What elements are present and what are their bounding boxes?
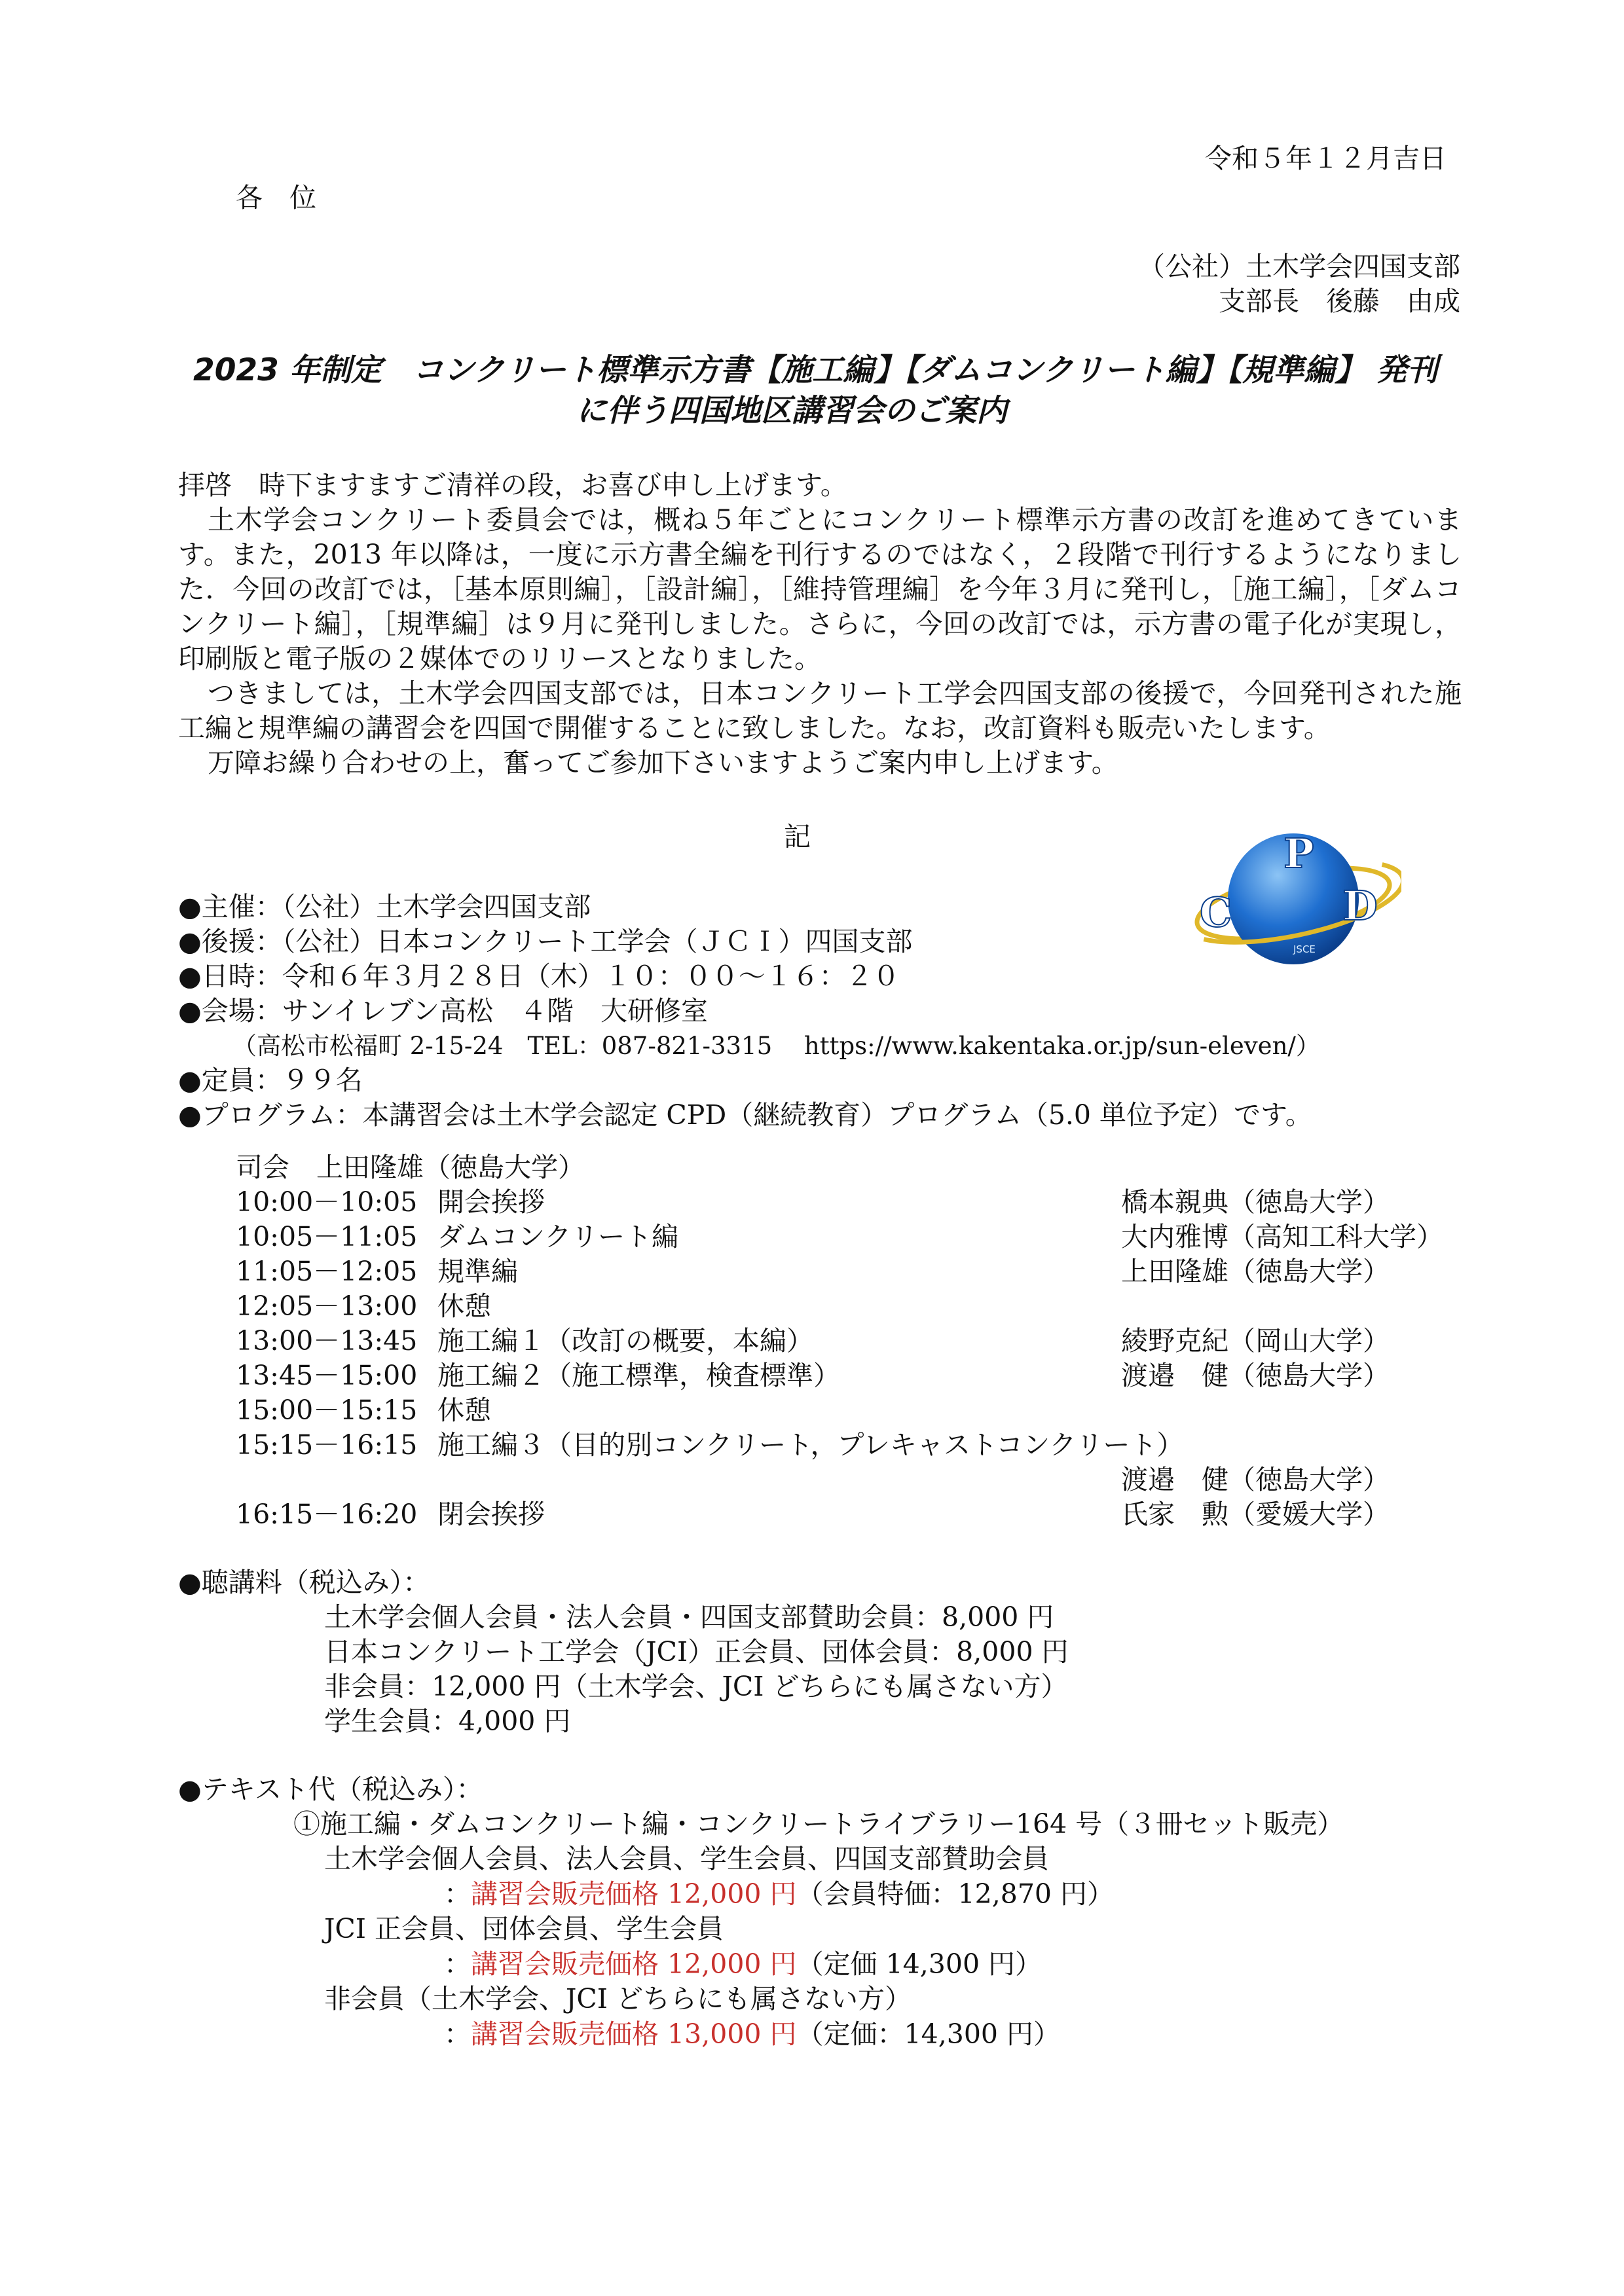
schedule-speaker: 橋本親典（徳島大学） [1121, 1186, 1390, 1218]
datetime: ●日時：令和６年３月２８日（木）１０：００～１６：２０ [178, 960, 900, 992]
program: ●プログラム：本講習会は土木学会認定 CPD（継続教育）プログラム（5.0 単位予定）です。 [178, 1099, 1312, 1131]
fees-heading: ●聴講料（税込み）： [178, 1567, 430, 1598]
schedule-time: 11:05－12:05 [236, 1256, 418, 1287]
sale-price: 講習会販売価格 12,000 円 [471, 1878, 797, 1910]
schedule-topic: ダムコンクリート編 [437, 1221, 679, 1252]
text-price-group: 土木学会個人会員、法人会員、学生会員、四国支部賛助会員 [324, 1843, 1049, 1874]
schedule-time: 16:15－16:20 [236, 1499, 418, 1530]
logo-letter-c: C [1200, 888, 1232, 936]
schedule-topic: 規準編 [437, 1256, 518, 1287]
schedule-topic: 施工編２（施工標準，検査標準） [437, 1360, 840, 1391]
logo-letter-d: D [1342, 882, 1378, 930]
fee-item: 日本コンクリート工学会（JCI）正会員、団体会員：8,000 円 [324, 1636, 1069, 1667]
supporter: ●後援：（公社）日本コンクリート工学会（ＪＣＩ）四国支部 [178, 926, 913, 957]
sender-person: 支部長 後藤 由成 [1219, 285, 1460, 317]
schedule-topic: 休憩 [437, 1290, 491, 1322]
schedule-time: 15:15－16:15 [236, 1429, 418, 1461]
schedule-speaker: 綾野克紀（岡山大学） [1121, 1325, 1390, 1357]
schedule-time: 13:45－15:00 [236, 1360, 418, 1391]
fee-item: 土木学会個人会員・法人会員・四国支部賛助会員：8,000 円 [324, 1601, 1054, 1633]
text-set-description: ①施工編・ダムコンクリート編・コンクリートライブラリー164 号（３冊セット販売） [293, 1808, 1344, 1840]
text-price-line: ：講習会販売価格 12,000 円（会員特価：12,870 円） [444, 1878, 1115, 1910]
capacity: ●定員：９９名 [178, 1065, 363, 1096]
title-line-2: に伴う四国地区講習会のご案内 [576, 393, 1007, 429]
cpd-logo [1185, 822, 1401, 972]
schedule-speaker: 渡邉 健（徳島大学） [1121, 1360, 1390, 1391]
text-price-line: ：講習会販売価格 13,000 円（定価：14,300 円） [444, 2018, 1061, 2050]
schedule-time: 10:05－11:05 [236, 1221, 418, 1252]
greeting-paragraph: 拝啓 時下ますますご清祥の段，お喜び申し上げます。 [178, 469, 847, 501]
revision-paragraph: 土木学会コンクリート委員会では，概ね５年ごとにコンクリート標準示方書の改訂を進めてきています。また，2013 年以降は，一度に示方書全編を刊行するのではなく，２段階で刊行するようになりました．今回の改訂では，［基本原則編］，［設計編］，［維持管理編］を今年３月に発刊し，［施工編］，［ダムコンクリート編］，［規準編］は９月に発刊しました。さらに，今回の改訂では，示方書の電子化が実現し，印刷版と電子版の２媒体でのリリースとなりました。 [178, 504, 1462, 674]
schedule-topic: 開会挨拶 [437, 1186, 545, 1218]
schedule-time: 15:00－15:15 [236, 1394, 418, 1426]
price-note: （会員特価：12,870 円） [796, 1878, 1115, 1910]
closing-paragraph: 万障お繰り合わせの上，奮ってご参加下さいますようご案内申し上げます。 [208, 747, 1118, 778]
text-price-group: JCI 正会員、団体会員、学生会員 [324, 1913, 724, 1944]
fee-item: 学生会員：4,000 円 [324, 1705, 571, 1737]
seminar-paragraph: つきましては，土木学会四国支部では，日本コンクリート工学会四国支部の後援で，今回発刊された施工編と規準編の講習会を四国で開催することに致しました。なお，改訂資料も販売いたします。 [178, 678, 1462, 744]
moderator: 司会 上田隆雄（徳島大学） [236, 1152, 585, 1183]
title-line-1: 2023 年制定 コンクリート標準示方書【施工編】【ダムコンクリート編】【規準編】 発刊 [193, 352, 1438, 388]
body-text [178, 468, 1462, 780]
schedule-speaker: 渡邉 健（徳島大学） [1121, 1464, 1390, 1495]
date: 令和５年１２月吉日 [1205, 143, 1447, 174]
venue-address: （高松市松福町 2-15-24 TEL：087-821-3315 https://www.kakentaka.or.jp/sun-eleven/） [232, 1032, 1320, 1060]
schedule-topic: 施工編３（目的別コンクリート，プレキャストコンクリート） [437, 1429, 1184, 1461]
fee-item: 非会員：12,000 円（土木学会、JCI どちらにも属さない方） [324, 1671, 1068, 1702]
schedule-speaker: 氏家 勲（愛媛大学） [1121, 1499, 1390, 1530]
schedule-topic: 施工編１（改訂の概要，本編） [437, 1325, 813, 1357]
sale-price: 講習会販売価格 13,000 円 [471, 2018, 797, 2050]
sale-price: 講習会販売価格 12,000 円 [471, 1948, 797, 1980]
sender-organization: （公社）土木学会四国支部 [1138, 251, 1460, 282]
schedule-time: 13:00－13:45 [236, 1325, 418, 1357]
text-price-group: 非会員（土木学会、JCI どちらにも属さない方） [324, 1983, 912, 2014]
addressee: 各 位 [236, 182, 316, 213]
logo-subtext: JSCE [1293, 943, 1316, 955]
ki-heading: 記 [784, 821, 811, 852]
organizer: ●主催：（公社）土木学会四国支部 [178, 891, 591, 922]
schedule-topic: 閉会挨拶 [437, 1499, 545, 1530]
schedule-topic: 休憩 [437, 1394, 491, 1426]
text-heading: ●テキスト代（税込み）： [178, 1774, 483, 1805]
venue: ●会場：サンイレブン高松 ４階 大研修室 [178, 995, 709, 1027]
schedule-time: 12:05－13:00 [236, 1290, 418, 1322]
text-price-line: ：講習会販売価格 12,000 円（定価 14,300 円） [444, 1948, 1043, 1980]
schedule-speaker: 大内雅博（高知工科大学） [1121, 1221, 1443, 1252]
logo-letter-p: P [1283, 829, 1314, 877]
schedule-speaker: 上田隆雄（徳島大学） [1121, 1256, 1390, 1287]
price-note: （定価 14,300 円） [796, 1948, 1043, 1980]
schedule-time: 10:00－10:05 [236, 1186, 418, 1218]
price-note: （定価：14,300 円） [796, 2018, 1061, 2050]
